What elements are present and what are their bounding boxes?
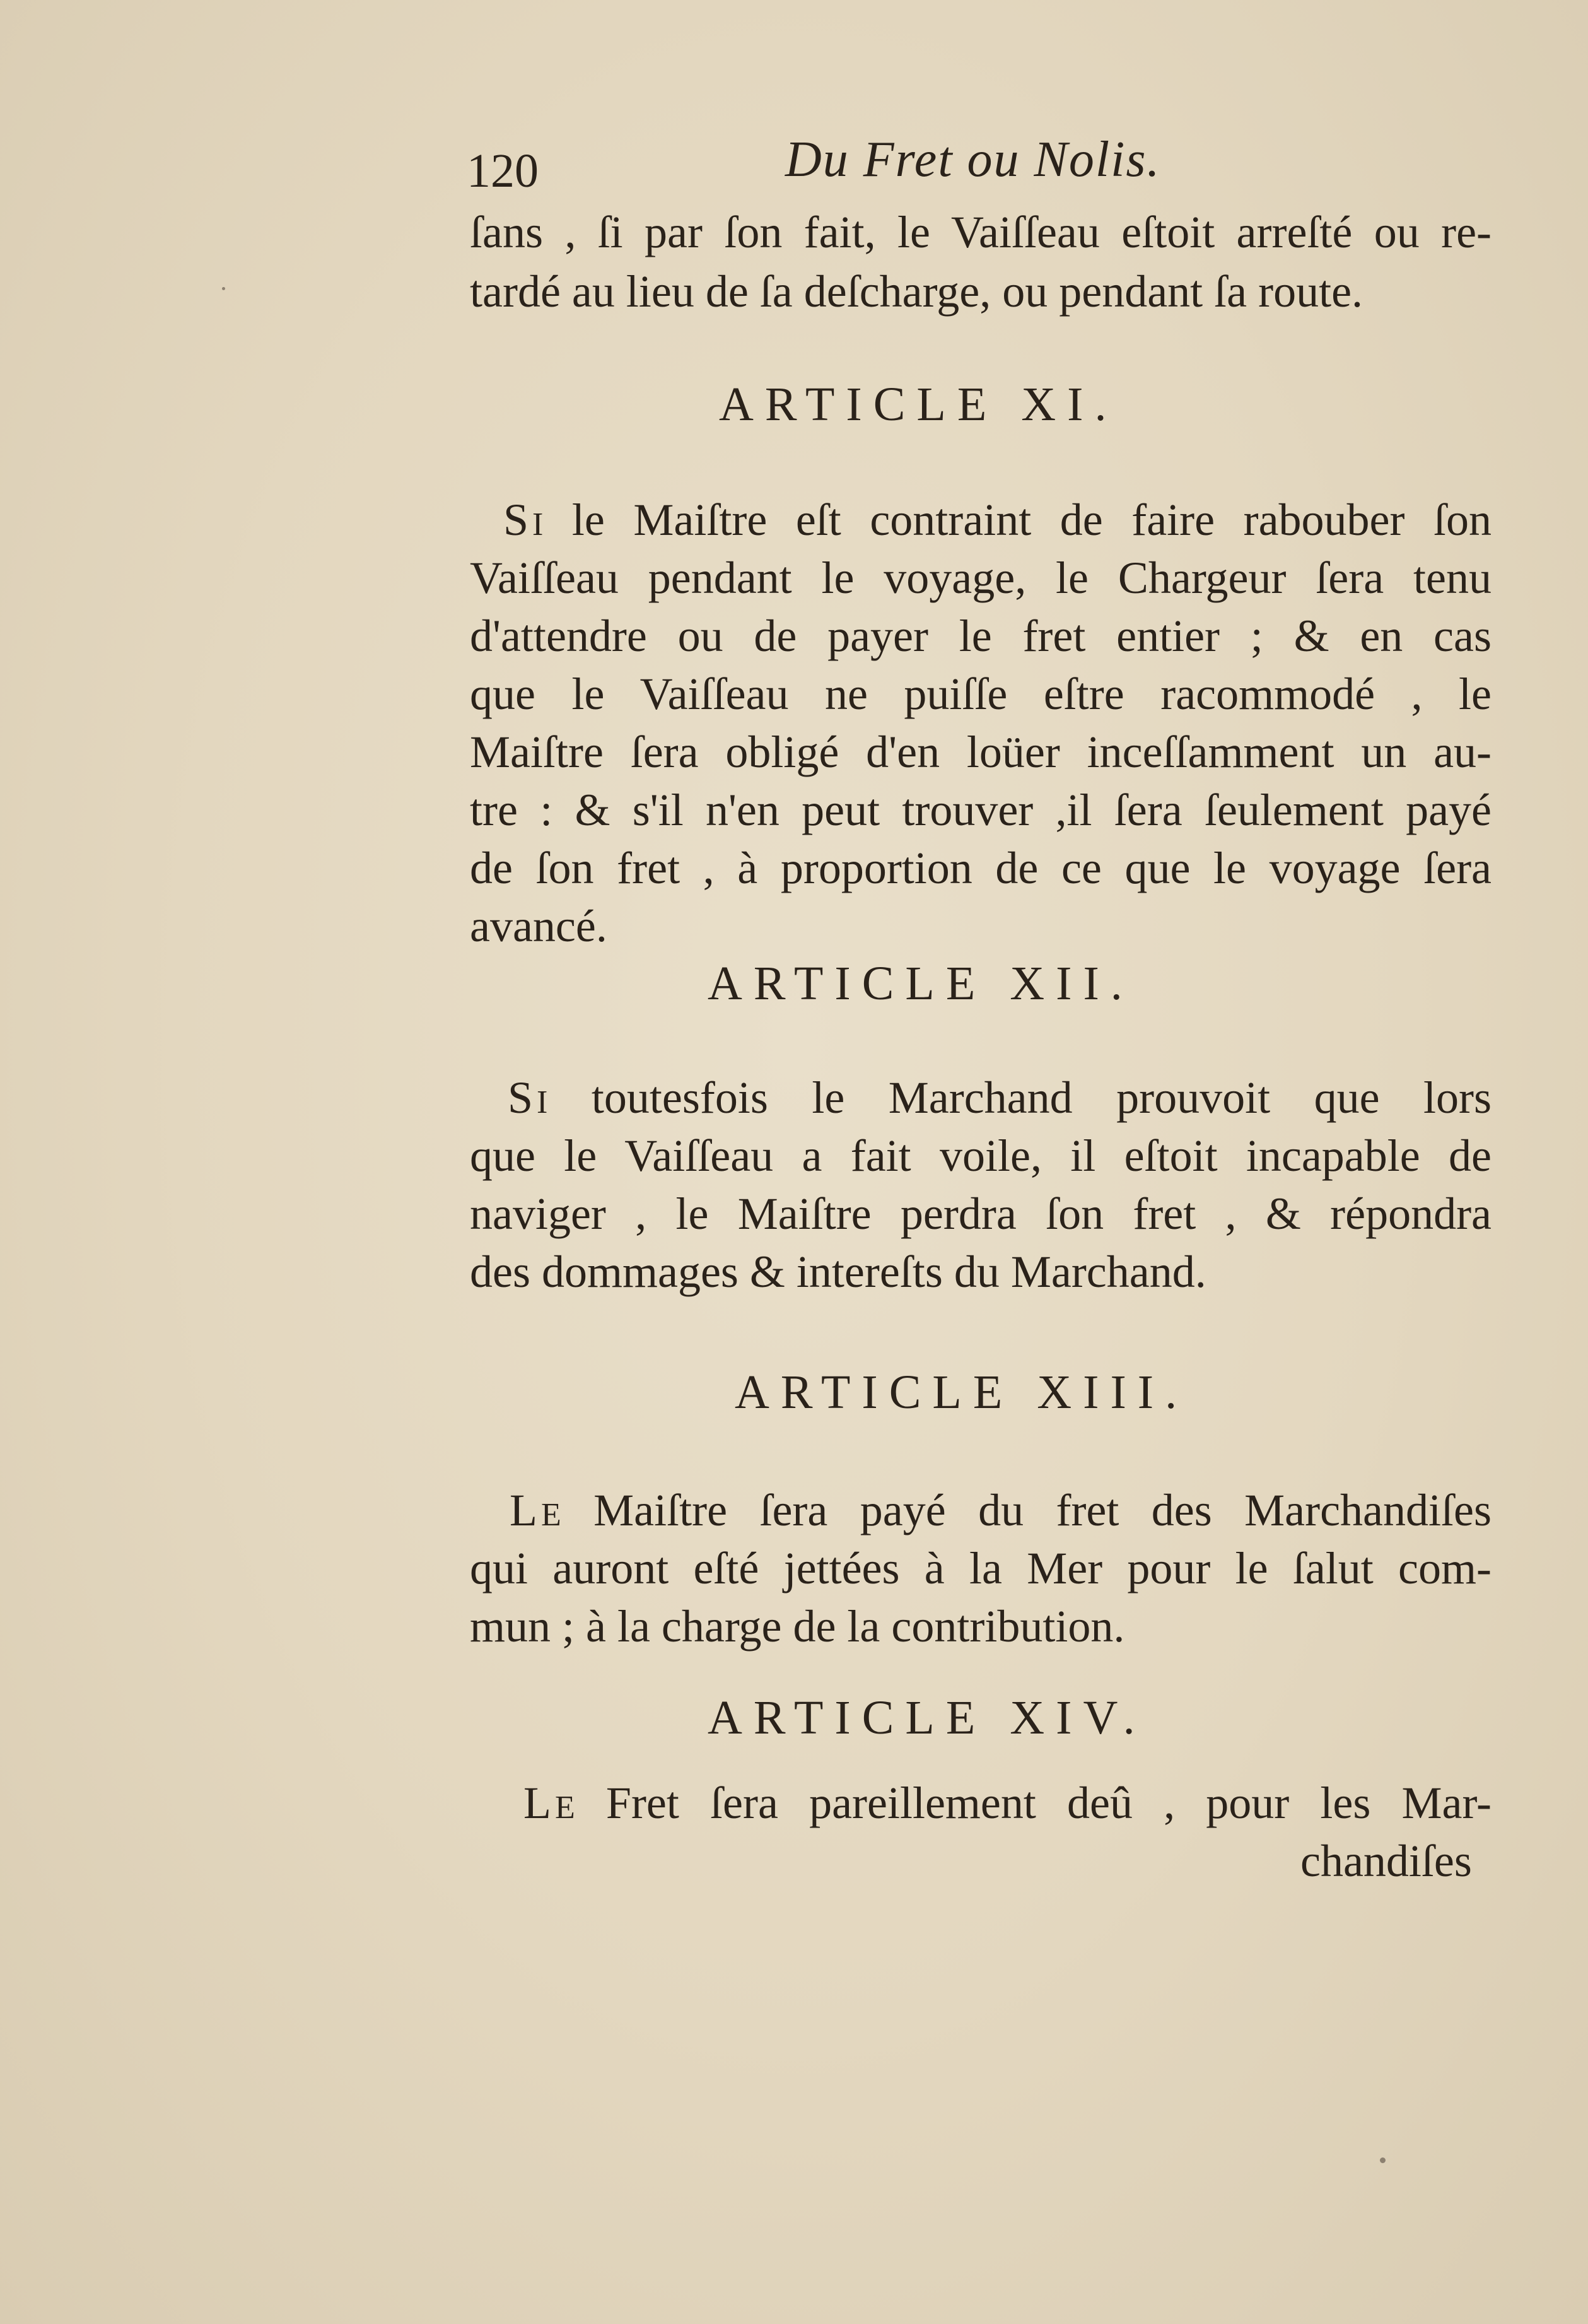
paper-speck xyxy=(222,287,225,290)
small-cap: E xyxy=(554,1790,575,1826)
drop-initial: S xyxy=(508,1072,537,1123)
small-cap: E xyxy=(540,1497,561,1533)
text-line-rest: le Maiſtre eſt contraint de faire rabouber ſon xyxy=(571,495,1492,545)
text-line xyxy=(508,1072,1492,1123)
text-line: Maiſtre ſera obligé d'en loüer inceſſamment un au- xyxy=(470,727,1492,777)
article-heading-xi: ARTICLE XI. xyxy=(719,378,1118,431)
text-line: mun ; à la charge de la contribution. xyxy=(470,1601,1125,1652)
paper-speck xyxy=(1380,2157,1386,2163)
drop-initial: L xyxy=(510,1485,541,1535)
catchword: chandiſes xyxy=(1300,1836,1472,1886)
text-line: tre : & s'il n'en peut trouver ,il ſera ſeulement payé xyxy=(470,785,1492,835)
page-number: 120 xyxy=(467,144,539,197)
text-line xyxy=(523,1780,1492,1826)
text-line: que le Vaiſſeau ne puiſſe eſtre racommodé , le xyxy=(470,669,1492,719)
drop-initial: S xyxy=(503,495,533,545)
text-line: naviger , le Maiſtre perdra ſon fret , & répondra xyxy=(470,1188,1492,1239)
text-line: tardé au lieu de ſa deſcharge, ou pendant ſa route. xyxy=(470,266,1363,317)
article-heading-xiii: ARTICLE XIII. xyxy=(735,1366,1189,1419)
text-line: avancé. xyxy=(470,901,607,951)
text-line: ſans , ſi par ſon fait, le Vaiſſeau eſtoit arreſté ou re- xyxy=(470,207,1492,257)
text-line: de ſon fret , à proportion de ce que le voyage ſera xyxy=(470,843,1492,893)
text-line: d'attendre ou de payer le fret entier ; & en cas xyxy=(470,611,1492,661)
text-line: qui auront eſté jettées à la Mer pour le ſalut com- xyxy=(470,1543,1492,1593)
running-title: Du Fret ou Nolis. xyxy=(785,132,1161,187)
article-heading-xiv: ARTICLE XIV. xyxy=(708,1691,1147,1744)
text-line: des dommages & intereſts du Marchand. xyxy=(470,1247,1206,1297)
text-line-rest: Fret ſera pareillement deû , pour les Mar- xyxy=(605,1778,1492,1828)
text-line: que le Vaiſſeau a fait voile, il eſtoit incapable de xyxy=(470,1130,1492,1181)
article-heading-xii: ARTICLE XII. xyxy=(708,957,1134,1010)
text-line-rest: Maiſtre ſera payé du fret des Marchandiſes xyxy=(593,1485,1492,1535)
small-cap: I xyxy=(532,507,544,543)
text-line xyxy=(503,497,1492,543)
text-line: Vaiſſeau pendant le voyage, le Chargeur ſera tenu xyxy=(470,553,1492,603)
drop-initial: L xyxy=(523,1778,555,1828)
text-line xyxy=(510,1485,1492,1535)
text-line-rest: toutesfois le Marchand prouvoit que lors xyxy=(591,1072,1492,1123)
small-cap: I xyxy=(537,1084,548,1120)
